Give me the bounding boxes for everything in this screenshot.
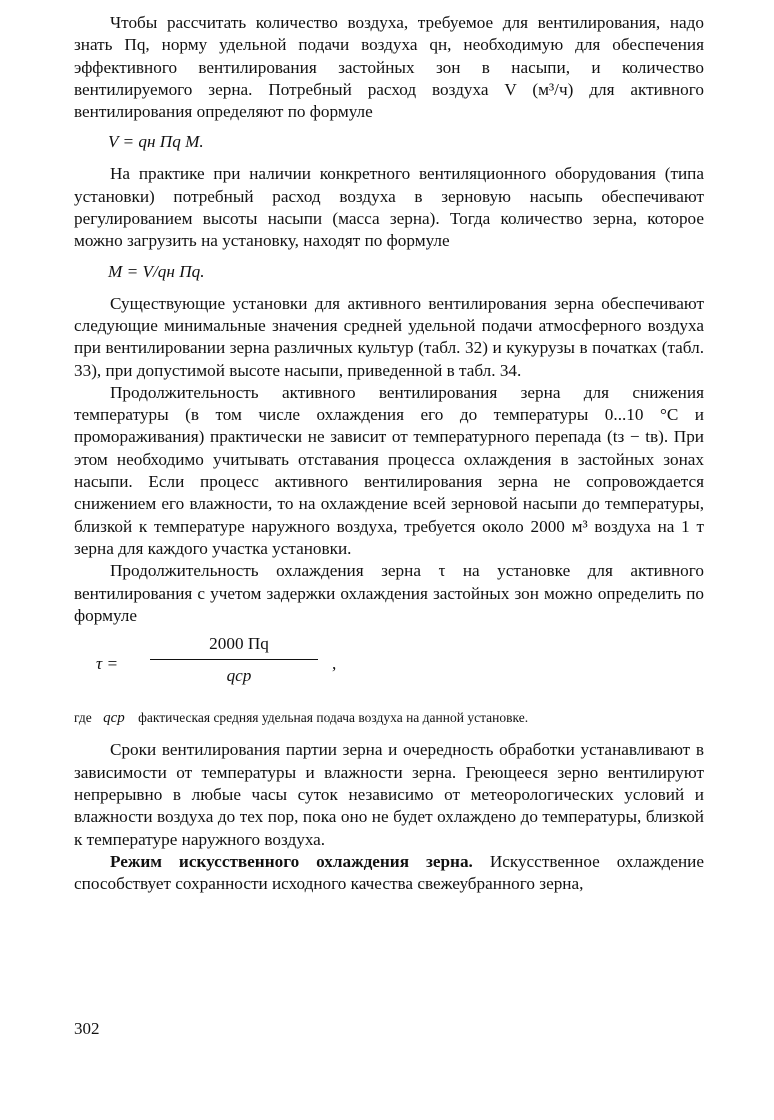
paragraph-7-text: Искусственное охлаждение способствует сохранности исходного качества свежеубранного зерна, [74, 851, 704, 894]
paragraph-5: Продолжительность охлаждения зерна τ на установке для активного вентилирования с учетом задержки охлаждения застойных зон можно определить по формуле [74, 561, 704, 625]
note-symbol: qср [103, 710, 125, 727]
formula-cooling-time-denominator: qср [226, 666, 252, 686]
paragraph-3: Существующие установки для активного вентилирования зерна обеспечивают следующие минимальные значения средней удельной подачи атмосферного воздуха при вентилировании зерна различных культур (табл. 32) и кукурузы в початках (табл. 33), при допустимой высоте насыпи, приведенной в табл. 34. [74, 293, 704, 380]
fraction-bar [150, 659, 318, 660]
formula-cooling-time-numerator: 2000 Пq [209, 634, 269, 654]
formula-grain-mass-expression: M = V/qн Пq. [108, 261, 205, 281]
formula-cooling-time [74, 631, 704, 699]
paragraph-7 [74, 851, 704, 896]
paragraph-4: Продолжительность активного вентилирования зерна для снижения температуры (в том числе охлаждения его до температуры 0...10 °С и промораживания) практически не зависит от температурного перепада (tз − tв). При этом необходимо учитывать отставания процесса охлаждения в застойных зонах насыпи. Если процесс активного вентилирования зерна не сопровождается снижением его влажности, то на охлаждение всей зерновой насыпи до температуры, близкой к температуре наружного воздуха, требуется около 2000 м³ воздуха на 1 т зерна для каждого участка установки. [74, 382, 704, 558]
section-heading-artificial-cooling: Режим искусственного охлаждения зерна. [110, 851, 473, 871]
note-where: где [74, 710, 92, 726]
paragraph-2: На практике при наличии конкретного вентиляционного оборудования (типа установки) потребный расход воздуха в зерновую насыпь обеспечивают регулированием высоты насыпи (масса зерна). Тогда количество зерна, которое можно загрузить на установку, находят по формуле [74, 164, 704, 251]
formula-air-volume [74, 123, 704, 163]
note-text: фактическая средняя удельная подача воздуха на данной установке. [138, 710, 529, 726]
formula-cooling-time-comma: , [332, 654, 337, 674]
page-number: 302 [74, 1019, 100, 1038]
page-body [74, 12, 704, 896]
formula-note [74, 707, 704, 729]
paragraph-1: Чтобы рассчитать количество воздуха, требуемое для вентилирования, надо знать Пq, норму удельной подачи воздуха qн, необходимую для обеспечения эффективного вентилирования застойных зон в насыпи, и количество вентилируемого зерна. Потребный расход воздуха V (м³/ч) для активного вентилирования определяют по формуле [74, 13, 704, 122]
paragraph-6: Сроки вентилирования партии зерна и очередность обработки устанавливают в зависимости от температуры и влажности зерна. Греющееся зерно вентилируют непрерывно в любые часы суток независимо от метеорологических условий и влажности воздуха до тех пор, пока оно не будет охлаждено до температуры, близкой к температуре наружного воздуха. [74, 740, 704, 849]
formula-cooling-time-lhs: τ = [96, 654, 119, 674]
formula-air-volume-expression: V = qн Пq M. [108, 132, 204, 152]
formula-grain-mass [74, 253, 704, 293]
